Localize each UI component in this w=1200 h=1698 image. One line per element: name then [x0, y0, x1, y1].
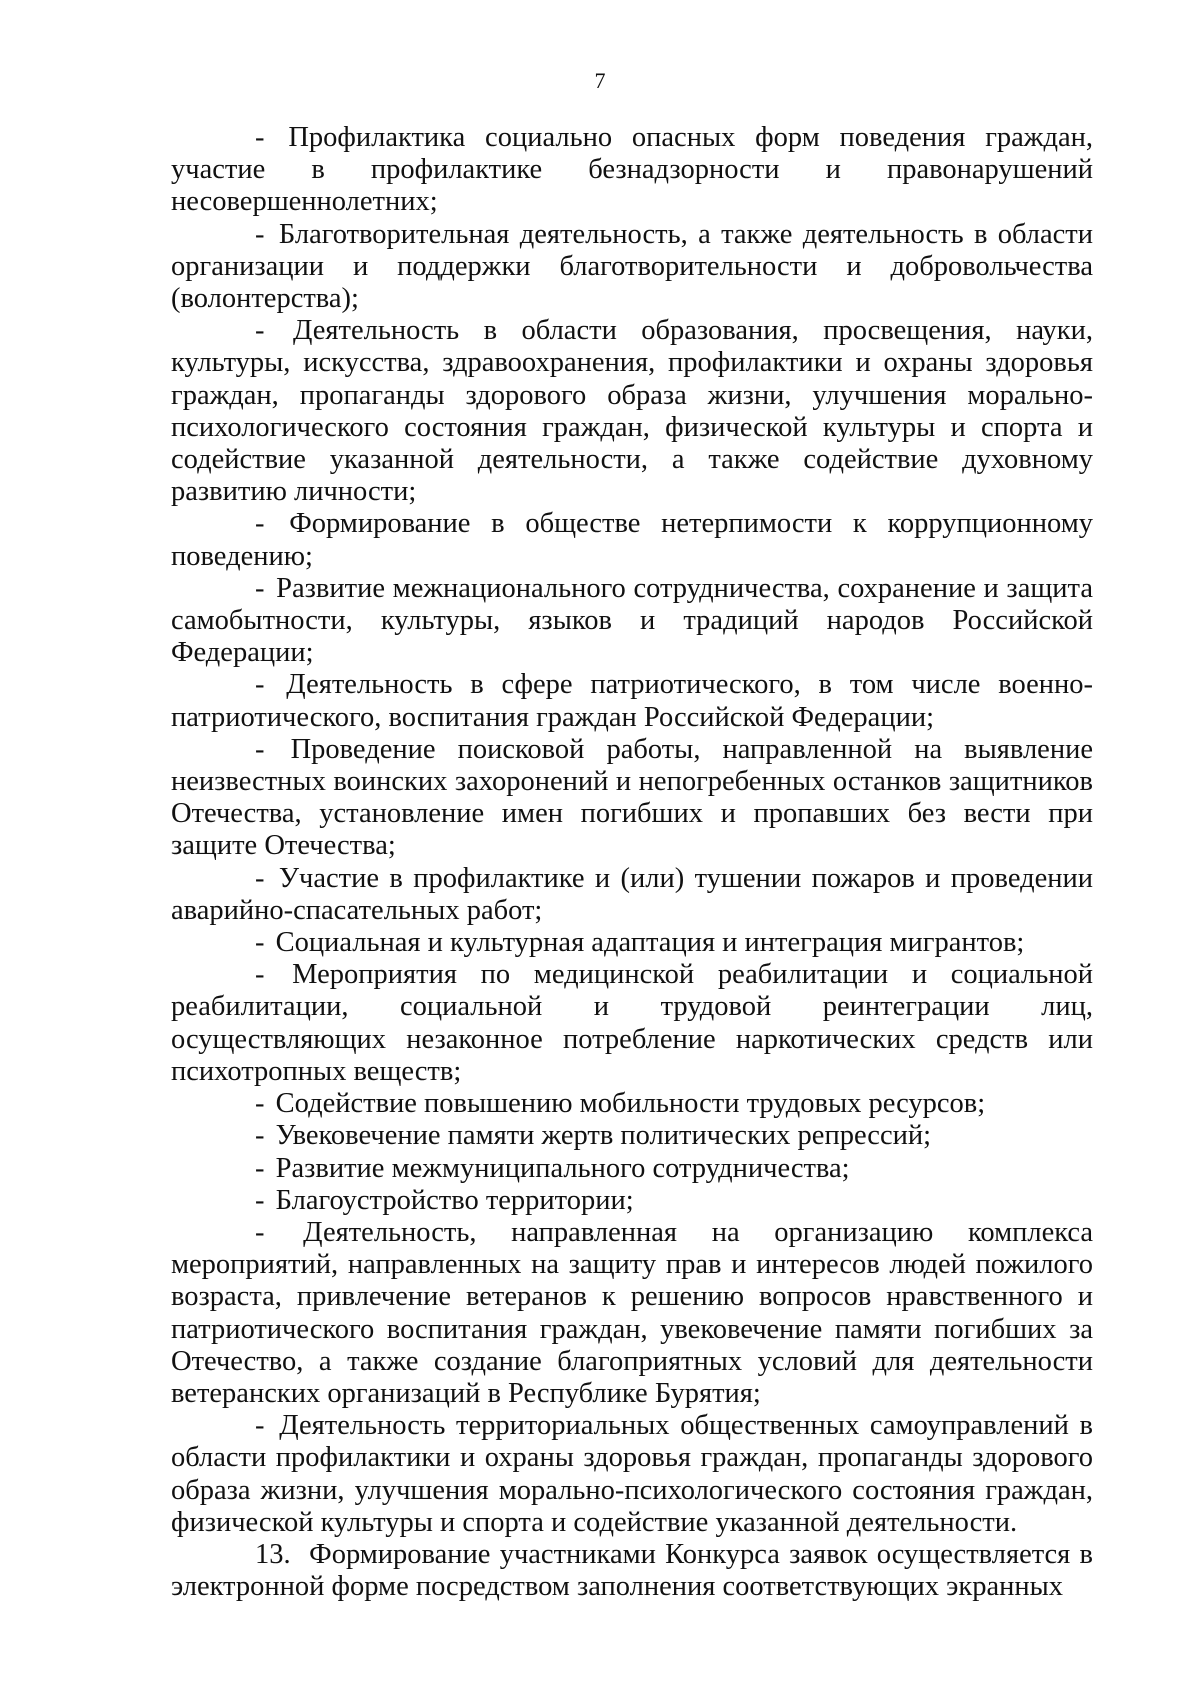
list-item-dash: -: [255, 1120, 265, 1152]
clause-text: Формирование участниками Конкурса заявок осуществляется в электронной форме посредством заполнения соответствующих экранных: [171, 1538, 1094, 1603]
list-item-text: Социальная и культурная адаптация и интеграция мигрантов;: [275, 927, 1025, 959]
list-item-text: Деятельность территориальных общественных самоуправлений в области профилактики и охраны здоровья граждан, пропаганды здорового образа жизни, улучшения морально-психологического состояния граждан, физической культуры и спорта и содействие указанной деятельности.: [171, 1410, 1093, 1538]
list-item-3: [171, 315, 1093, 508]
list-item-dash: -: [255, 572, 265, 604]
list-item-text: Участие в профилактике и (или) тушении пожаров и проведении аварийно-спасательных работ;: [171, 862, 1093, 926]
list-item-9: [171, 927, 1093, 959]
list-item-dash: -: [255, 1088, 265, 1120]
clause-13: [171, 1539, 1093, 1603]
list-item-dash: -: [255, 218, 265, 250]
list-item-15: [171, 1217, 1093, 1410]
list-item-dash: -: [255, 315, 265, 347]
list-item-11: [171, 1088, 1093, 1120]
list-item-8: [171, 863, 1093, 927]
list-item-12: [171, 1120, 1093, 1152]
list-item-text: Мероприятия по медицинской реабилитации и социальной реабилитации, социальной и трудовой реинтеграции лиц, осуществляющих незаконное потребление наркотических средств или психотропных веществ;: [171, 959, 1094, 1087]
list-item-text: Благоустройство территории;: [275, 1184, 634, 1216]
list-item-4: [171, 508, 1093, 572]
list-item-text: Увековечение памяти жертв политических репрессий;: [275, 1120, 932, 1152]
list-item-13: [171, 1153, 1093, 1185]
list-item-dash: -: [255, 1184, 265, 1216]
list-item-dash: -: [255, 927, 265, 959]
list-item-text: Благотворительная деятельность, а также деятельность в области организации и поддержки благотворительности и добровольчества (волонтерства);: [171, 218, 1094, 315]
list-item-text: Деятельность в области образования, просвещения, науки, культуры, искусства, здравоохранения, профилактики и охраны здоровья граждан, пропаганды здорового образа жизни, улучшения морально-психологического состояния граждан, физической культуры и спорта и содействие указанной деятельности, а также содействие духовному развитию личности;: [171, 315, 1093, 508]
list-item-text: Формирование в обществе нетерпимости к коррупционному поведению;: [171, 508, 1094, 572]
list-item-dash: -: [255, 669, 265, 701]
list-item-14: [171, 1185, 1093, 1217]
list-item-dash: -: [255, 1410, 265, 1442]
list-item-1: [171, 122, 1093, 219]
list-item-dash: -: [255, 122, 265, 153]
list-item-text: Деятельность в сфере патриотического, в том числе военно-патриотического, воспитания граждан Российской Федерации;: [171, 669, 1093, 733]
clause-number: 13.: [255, 1538, 291, 1570]
list-item-dash: -: [255, 733, 265, 765]
list-item-dash: -: [255, 1152, 265, 1184]
list-item-6: [171, 669, 1093, 733]
list-item-7: [171, 734, 1093, 863]
list-item-text: Развитие межнационального сотрудничества, сохранение и защита самобытности, культуры, языков и традиций народов Российской Федерации;: [171, 572, 1093, 669]
list-item-dash: -: [255, 1216, 265, 1248]
list-item-dash: -: [255, 862, 265, 894]
document-body: [171, 122, 1093, 1603]
page-number: 7: [594, 68, 606, 93]
list-item-dash: -: [255, 508, 265, 540]
list-item-dash: -: [255, 959, 265, 991]
list-item-10: [171, 959, 1093, 1088]
list-item-text: Деятельность, направленная на организацию комплекса мероприятий, направленных на защиту прав и интересов людей пожилого возраста, привлечение ветеранов к решению вопросов нравственного и патриотического воспитания граждан, увековечение памяти погибших за Отечество, а также создание благоприятных условий для деятельности ветеранских организаций в Республике Бурятия;: [171, 1216, 1094, 1409]
list-item-5: [171, 573, 1093, 670]
list-item-text: Развитие межмуниципального сотрудничества;: [275, 1152, 850, 1184]
list-item-2: [171, 219, 1093, 316]
list-item-16: [171, 1410, 1093, 1539]
list-item-text: Содействие повышению мобильности трудовых ресурсов;: [275, 1088, 986, 1120]
list-item-text: Проведение поисковой работы, направленной на выявление неизвестных воинских захоронений и непогребенных останков защитников Отечества, установление имен погибших и пропавших без вести при защите Отечества;: [171, 733, 1093, 862]
list-item-text: Профилактика социально опасных форм поведения граждан, участие в профилактике безнадзорности и правонарушений несовершеннолетних;: [171, 122, 1094, 218]
